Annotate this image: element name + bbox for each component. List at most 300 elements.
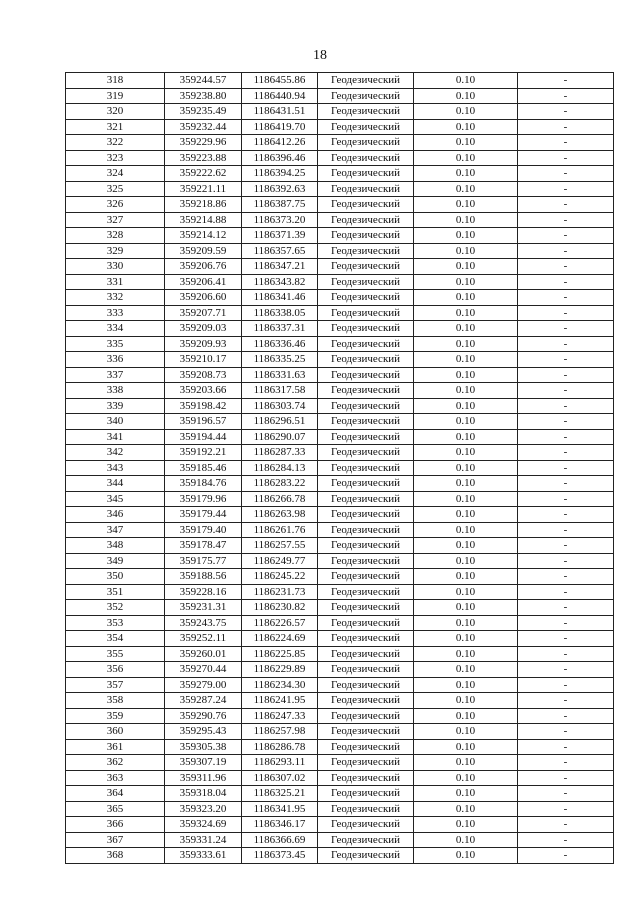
point-number-cell: 329 [66, 243, 165, 259]
y-coordinate-cell: 1186336.46 [242, 336, 318, 352]
accuracy-cell: 0.10 [414, 677, 518, 693]
method-cell: Геодезический [318, 600, 414, 616]
accuracy-cell: 0.10 [414, 569, 518, 585]
point-number-cell: 360 [66, 724, 165, 740]
y-coordinate-cell: 1186387.75 [242, 197, 318, 213]
table-row [66, 228, 614, 244]
method-cell: Геодезический [318, 73, 414, 89]
description-cell: - [518, 538, 614, 554]
table-row [66, 832, 614, 848]
description-cell: - [518, 708, 614, 724]
method-cell: Геодезический [318, 212, 414, 228]
accuracy-cell: 0.10 [414, 181, 518, 197]
table-row [66, 367, 614, 383]
x-coordinate-cell: 359209.93 [165, 336, 242, 352]
method-cell: Геодезический [318, 724, 414, 740]
y-coordinate-cell: 1186286.78 [242, 739, 318, 755]
accuracy-cell: 0.10 [414, 491, 518, 507]
x-coordinate-cell: 359279.00 [165, 677, 242, 693]
x-coordinate-cell: 359203.66 [165, 383, 242, 399]
method-cell: Геодезический [318, 693, 414, 709]
table-row [66, 584, 614, 600]
description-cell: - [518, 104, 614, 120]
point-number-cell: 341 [66, 429, 165, 445]
point-number-cell: 326 [66, 197, 165, 213]
y-coordinate-cell: 1186266.78 [242, 491, 318, 507]
table-row [66, 677, 614, 693]
accuracy-cell: 0.10 [414, 538, 518, 554]
y-coordinate-cell: 1186347.21 [242, 259, 318, 275]
table-row [66, 708, 614, 724]
description-cell: - [518, 801, 614, 817]
accuracy-cell: 0.10 [414, 662, 518, 678]
method-cell: Геодезический [318, 274, 414, 290]
x-coordinate-cell: 359209.59 [165, 243, 242, 259]
y-coordinate-cell: 1186290.07 [242, 429, 318, 445]
accuracy-cell: 0.10 [414, 476, 518, 492]
x-coordinate-cell: 359196.57 [165, 414, 242, 430]
x-coordinate-cell: 359208.73 [165, 367, 242, 383]
y-coordinate-cell: 1186230.82 [242, 600, 318, 616]
accuracy-cell: 0.10 [414, 166, 518, 182]
description-cell: - [518, 848, 614, 864]
point-number-cell: 335 [66, 336, 165, 352]
table-row [66, 398, 614, 414]
accuracy-cell: 0.10 [414, 104, 518, 120]
x-coordinate-cell: 359252.11 [165, 631, 242, 647]
x-coordinate-cell: 359210.17 [165, 352, 242, 368]
description-cell: - [518, 600, 614, 616]
method-cell: Геодезический [318, 243, 414, 259]
accuracy-cell: 0.10 [414, 507, 518, 523]
point-number-cell: 322 [66, 135, 165, 151]
x-coordinate-cell: 359290.76 [165, 708, 242, 724]
table-row [66, 305, 614, 321]
point-number-cell: 321 [66, 119, 165, 135]
point-number-cell: 319 [66, 88, 165, 104]
table-row [66, 522, 614, 538]
description-cell: - [518, 367, 614, 383]
accuracy-cell: 0.10 [414, 708, 518, 724]
description-cell: - [518, 383, 614, 399]
table-row [66, 538, 614, 554]
y-coordinate-cell: 1186341.46 [242, 290, 318, 306]
point-number-cell: 325 [66, 181, 165, 197]
table-row [66, 383, 614, 399]
y-coordinate-cell: 1186455.86 [242, 73, 318, 89]
y-coordinate-cell: 1186224.69 [242, 631, 318, 647]
x-coordinate-cell: 359214.88 [165, 212, 242, 228]
method-cell: Геодезический [318, 119, 414, 135]
point-number-cell: 332 [66, 290, 165, 306]
table-row [66, 662, 614, 678]
description-cell: - [518, 507, 614, 523]
description-cell: - [518, 290, 614, 306]
accuracy-cell: 0.10 [414, 522, 518, 538]
x-coordinate-cell: 359185.46 [165, 460, 242, 476]
table-row [66, 259, 614, 275]
table-row [66, 321, 614, 337]
accuracy-cell: 0.10 [414, 88, 518, 104]
y-coordinate-cell: 1186343.82 [242, 274, 318, 290]
description-cell: - [518, 693, 614, 709]
table-row [66, 615, 614, 631]
description-cell: - [518, 786, 614, 802]
accuracy-cell: 0.10 [414, 739, 518, 755]
accuracy-cell: 0.10 [414, 615, 518, 631]
accuracy-cell: 0.10 [414, 352, 518, 368]
method-cell: Геодезический [318, 522, 414, 538]
x-coordinate-cell: 359222.62 [165, 166, 242, 182]
method-cell: Геодезический [318, 569, 414, 585]
description-cell: - [518, 677, 614, 693]
point-number-cell: 336 [66, 352, 165, 368]
method-cell: Геодезический [318, 770, 414, 786]
table-row [66, 73, 614, 89]
method-cell: Геодезический [318, 367, 414, 383]
x-coordinate-cell: 359287.24 [165, 693, 242, 709]
method-cell: Геодезический [318, 662, 414, 678]
accuracy-cell: 0.10 [414, 584, 518, 600]
x-coordinate-cell: 359295.43 [165, 724, 242, 740]
accuracy-cell: 0.10 [414, 460, 518, 476]
y-coordinate-cell: 1186247.33 [242, 708, 318, 724]
table-row [66, 352, 614, 368]
accuracy-cell: 0.10 [414, 274, 518, 290]
accuracy-cell: 0.10 [414, 646, 518, 662]
method-cell: Геодезический [318, 739, 414, 755]
description-cell: - [518, 119, 614, 135]
x-coordinate-cell: 359221.11 [165, 181, 242, 197]
y-coordinate-cell: 1186287.33 [242, 445, 318, 461]
method-cell: Геодезический [318, 460, 414, 476]
point-number-cell: 362 [66, 755, 165, 771]
accuracy-cell: 0.10 [414, 197, 518, 213]
point-number-cell: 339 [66, 398, 165, 414]
description-cell: - [518, 212, 614, 228]
method-cell: Геодезический [318, 181, 414, 197]
x-coordinate-cell: 359318.04 [165, 786, 242, 802]
y-coordinate-cell: 1186234.30 [242, 677, 318, 693]
y-coordinate-cell: 1186249.77 [242, 553, 318, 569]
method-cell: Геодезический [318, 104, 414, 120]
method-cell: Геодезический [318, 414, 414, 430]
method-cell: Геодезический [318, 708, 414, 724]
table-row [66, 274, 614, 290]
accuracy-cell: 0.10 [414, 367, 518, 383]
x-coordinate-cell: 359307.19 [165, 755, 242, 771]
accuracy-cell: 0.10 [414, 429, 518, 445]
description-cell: - [518, 770, 614, 786]
accuracy-cell: 0.10 [414, 305, 518, 321]
y-coordinate-cell: 1186373.45 [242, 848, 318, 864]
table-row [66, 414, 614, 430]
description-cell: - [518, 150, 614, 166]
table-row [66, 553, 614, 569]
method-cell: Геодезический [318, 553, 414, 569]
method-cell: Геодезический [318, 228, 414, 244]
accuracy-cell: 0.10 [414, 553, 518, 569]
x-coordinate-cell: 359333.61 [165, 848, 242, 864]
x-coordinate-cell: 359206.76 [165, 259, 242, 275]
y-coordinate-cell: 1186431.51 [242, 104, 318, 120]
table-row [66, 212, 614, 228]
x-coordinate-cell: 359206.60 [165, 290, 242, 306]
y-coordinate-cell: 1186293.11 [242, 755, 318, 771]
accuracy-cell: 0.10 [414, 848, 518, 864]
description-cell: - [518, 321, 614, 337]
x-coordinate-cell: 359206.41 [165, 274, 242, 290]
description-cell: - [518, 832, 614, 848]
accuracy-cell: 0.10 [414, 243, 518, 259]
accuracy-cell: 0.10 [414, 259, 518, 275]
table-row [66, 507, 614, 523]
table-row [66, 770, 614, 786]
table-row [66, 243, 614, 259]
method-cell: Геодезический [318, 646, 414, 662]
description-cell: - [518, 352, 614, 368]
method-cell: Геодезический [318, 290, 414, 306]
y-coordinate-cell: 1186303.74 [242, 398, 318, 414]
method-cell: Геодезический [318, 615, 414, 631]
x-coordinate-cell: 359179.44 [165, 507, 242, 523]
description-cell: - [518, 445, 614, 461]
point-number-cell: 328 [66, 228, 165, 244]
table-row [66, 476, 614, 492]
method-cell: Геодезический [318, 677, 414, 693]
point-number-cell: 320 [66, 104, 165, 120]
y-coordinate-cell: 1186283.22 [242, 476, 318, 492]
accuracy-cell: 0.10 [414, 724, 518, 740]
point-number-cell: 323 [66, 150, 165, 166]
x-coordinate-cell: 359311.96 [165, 770, 242, 786]
point-number-cell: 340 [66, 414, 165, 430]
table-row [66, 135, 614, 151]
method-cell: Геодезический [318, 631, 414, 647]
point-number-cell: 327 [66, 212, 165, 228]
accuracy-cell: 0.10 [414, 414, 518, 430]
accuracy-cell: 0.10 [414, 135, 518, 151]
table-row [66, 181, 614, 197]
point-number-cell: 364 [66, 786, 165, 802]
y-coordinate-cell: 1186257.98 [242, 724, 318, 740]
table-row [66, 848, 614, 864]
point-number-cell: 351 [66, 584, 165, 600]
table-row [66, 119, 614, 135]
x-coordinate-cell: 359229.96 [165, 135, 242, 151]
table-row [66, 460, 614, 476]
point-number-cell: 348 [66, 538, 165, 554]
x-coordinate-cell: 359188.56 [165, 569, 242, 585]
method-cell: Геодезический [318, 321, 414, 337]
description-cell: - [518, 73, 614, 89]
table-row [66, 801, 614, 817]
description-cell: - [518, 724, 614, 740]
description-cell: - [518, 228, 614, 244]
table-row [66, 817, 614, 833]
y-coordinate-cell: 1186261.76 [242, 522, 318, 538]
description-cell: - [518, 739, 614, 755]
accuracy-cell: 0.10 [414, 817, 518, 833]
x-coordinate-cell: 359192.21 [165, 445, 242, 461]
description-cell: - [518, 631, 614, 647]
method-cell: Геодезический [318, 88, 414, 104]
description-cell: - [518, 259, 614, 275]
method-cell: Геодезический [318, 476, 414, 492]
table-row [66, 600, 614, 616]
accuracy-cell: 0.10 [414, 786, 518, 802]
point-number-cell: 349 [66, 553, 165, 569]
y-coordinate-cell: 1186341.95 [242, 801, 318, 817]
accuracy-cell: 0.10 [414, 228, 518, 244]
x-coordinate-cell: 359260.01 [165, 646, 242, 662]
method-cell: Геодезический [318, 150, 414, 166]
x-coordinate-cell: 359175.77 [165, 553, 242, 569]
point-number-cell: 361 [66, 739, 165, 755]
description-cell: - [518, 755, 614, 771]
x-coordinate-cell: 359270.44 [165, 662, 242, 678]
point-number-cell: 330 [66, 259, 165, 275]
point-number-cell: 357 [66, 677, 165, 693]
x-coordinate-cell: 359305.38 [165, 739, 242, 755]
point-number-cell: 331 [66, 274, 165, 290]
method-cell: Геодезический [318, 801, 414, 817]
method-cell: Геодезический [318, 848, 414, 864]
x-coordinate-cell: 359232.44 [165, 119, 242, 135]
x-coordinate-cell: 359179.96 [165, 491, 242, 507]
method-cell: Геодезический [318, 507, 414, 523]
accuracy-cell: 0.10 [414, 290, 518, 306]
x-coordinate-cell: 359218.86 [165, 197, 242, 213]
description-cell: - [518, 166, 614, 182]
description-cell: - [518, 569, 614, 585]
description-cell: - [518, 398, 614, 414]
description-cell: - [518, 197, 614, 213]
y-coordinate-cell: 1186225.85 [242, 646, 318, 662]
point-number-cell: 368 [66, 848, 165, 864]
method-cell: Геодезический [318, 429, 414, 445]
x-coordinate-cell: 359178.47 [165, 538, 242, 554]
point-number-cell: 337 [66, 367, 165, 383]
description-cell: - [518, 662, 614, 678]
method-cell: Геодезический [318, 135, 414, 151]
accuracy-cell: 0.10 [414, 383, 518, 399]
description-cell: - [518, 460, 614, 476]
table-row [66, 88, 614, 104]
point-number-cell: 333 [66, 305, 165, 321]
table-row [66, 569, 614, 585]
accuracy-cell: 0.10 [414, 321, 518, 337]
table-row [66, 631, 614, 647]
point-number-cell: 363 [66, 770, 165, 786]
method-cell: Геодезический [318, 538, 414, 554]
description-cell: - [518, 135, 614, 151]
accuracy-cell: 0.10 [414, 398, 518, 414]
x-coordinate-cell: 359231.31 [165, 600, 242, 616]
x-coordinate-cell: 359184.76 [165, 476, 242, 492]
y-coordinate-cell: 1186317.58 [242, 383, 318, 399]
y-coordinate-cell: 1186257.55 [242, 538, 318, 554]
point-number-cell: 359 [66, 708, 165, 724]
y-coordinate-cell: 1186440.94 [242, 88, 318, 104]
coordinates-table-body [66, 73, 614, 864]
accuracy-cell: 0.10 [414, 336, 518, 352]
accuracy-cell: 0.10 [414, 801, 518, 817]
y-coordinate-cell: 1186245.22 [242, 569, 318, 585]
accuracy-cell: 0.10 [414, 150, 518, 166]
coordinates-table [65, 72, 614, 864]
method-cell: Геодезический [318, 305, 414, 321]
x-coordinate-cell: 359244.57 [165, 73, 242, 89]
y-coordinate-cell: 1186331.63 [242, 367, 318, 383]
y-coordinate-cell: 1186226.57 [242, 615, 318, 631]
method-cell: Геодезический [318, 817, 414, 833]
y-coordinate-cell: 1186231.73 [242, 584, 318, 600]
point-number-cell: 366 [66, 817, 165, 833]
table-row [66, 104, 614, 120]
x-coordinate-cell: 359194.44 [165, 429, 242, 445]
accuracy-cell: 0.10 [414, 693, 518, 709]
point-number-cell: 324 [66, 166, 165, 182]
point-number-cell: 365 [66, 801, 165, 817]
y-coordinate-cell: 1186296.51 [242, 414, 318, 430]
table-row [66, 491, 614, 507]
accuracy-cell: 0.10 [414, 600, 518, 616]
y-coordinate-cell: 1186366.69 [242, 832, 318, 848]
x-coordinate-cell: 359207.71 [165, 305, 242, 321]
description-cell: - [518, 88, 614, 104]
x-coordinate-cell: 359235.49 [165, 104, 242, 120]
method-cell: Геодезический [318, 383, 414, 399]
point-number-cell: 338 [66, 383, 165, 399]
y-coordinate-cell: 1186394.25 [242, 166, 318, 182]
method-cell: Геодезический [318, 491, 414, 507]
method-cell: Геодезический [318, 352, 414, 368]
page-number: 18 [313, 48, 327, 63]
table-row [66, 786, 614, 802]
x-coordinate-cell: 359243.75 [165, 615, 242, 631]
point-number-cell: 356 [66, 662, 165, 678]
accuracy-cell: 0.10 [414, 73, 518, 89]
y-coordinate-cell: 1186337.31 [242, 321, 318, 337]
description-cell: - [518, 491, 614, 507]
method-cell: Геодезический [318, 445, 414, 461]
y-coordinate-cell: 1186241.95 [242, 693, 318, 709]
x-coordinate-cell: 359331.24 [165, 832, 242, 848]
y-coordinate-cell: 1186412.26 [242, 135, 318, 151]
accuracy-cell: 0.10 [414, 119, 518, 135]
description-cell: - [518, 336, 614, 352]
table-row [66, 150, 614, 166]
description-cell: - [518, 243, 614, 259]
point-number-cell: 350 [66, 569, 165, 585]
point-number-cell: 347 [66, 522, 165, 538]
point-number-cell: 358 [66, 693, 165, 709]
y-coordinate-cell: 1186396.46 [242, 150, 318, 166]
description-cell: - [518, 646, 614, 662]
table-row [66, 166, 614, 182]
table-row [66, 724, 614, 740]
y-coordinate-cell: 1186419.70 [242, 119, 318, 135]
y-coordinate-cell: 1186307.02 [242, 770, 318, 786]
x-coordinate-cell: 359209.03 [165, 321, 242, 337]
y-coordinate-cell: 1186263.98 [242, 507, 318, 523]
x-coordinate-cell: 359323.20 [165, 801, 242, 817]
description-cell: - [518, 274, 614, 290]
x-coordinate-cell: 359238.80 [165, 88, 242, 104]
point-number-cell: 344 [66, 476, 165, 492]
y-coordinate-cell: 1186325.21 [242, 786, 318, 802]
